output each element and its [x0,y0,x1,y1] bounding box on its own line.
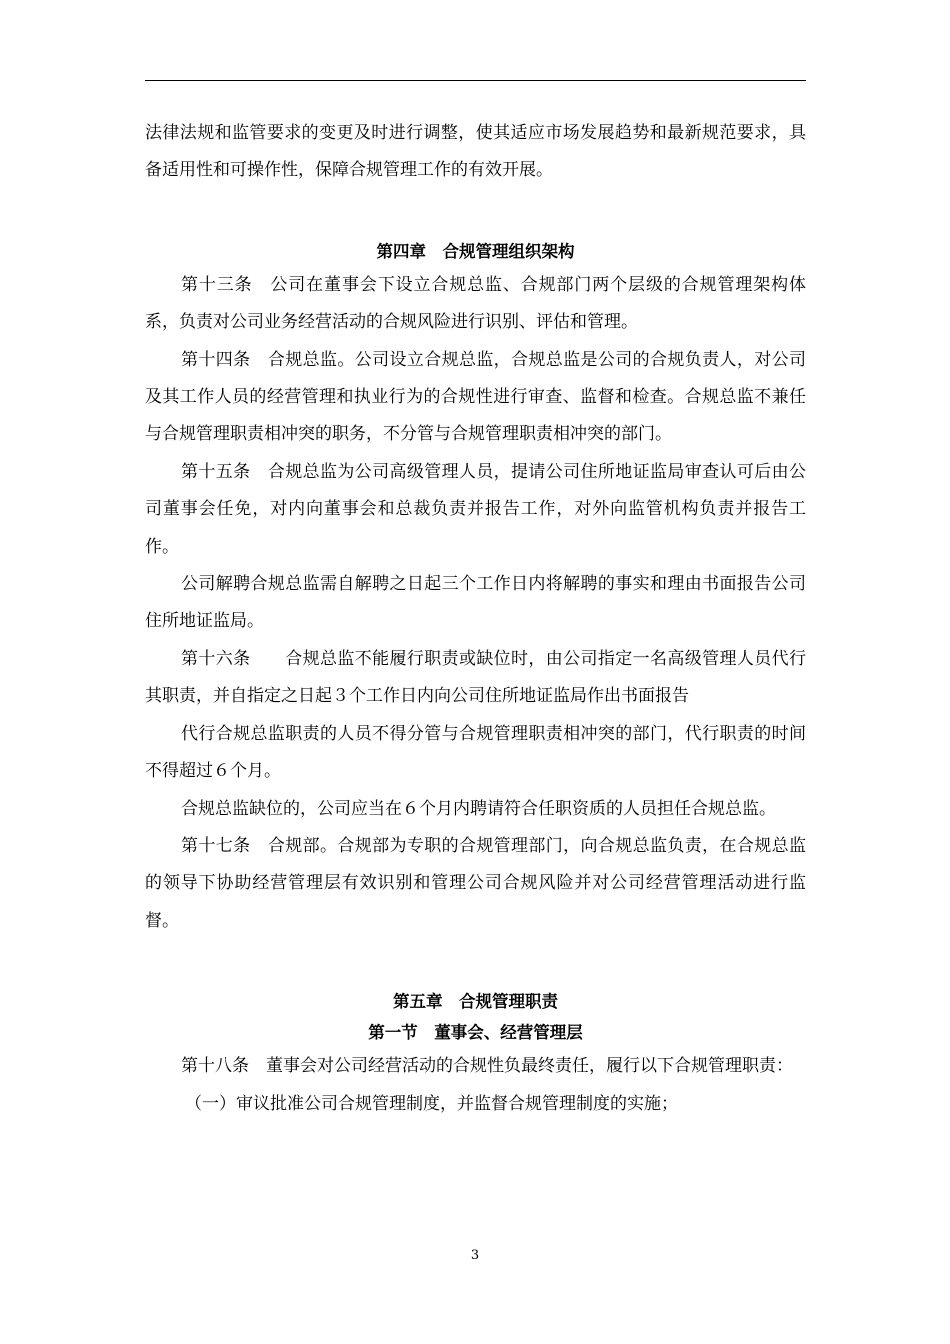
article-16: 第十六条 合规总监不能履行职责或缺位时，由公司指定一名高级管理人员代行其职责，并自指定之日起３个工作日内向公司住所地证监局作出书面报告 [145,648,806,707]
article-14: 第十四条 合规总监。公司设立合规总监，合规总监是公司的合规负责人，对公司及其工作人员的经营管理和执业行为的合规性进行审查、监督和检查。合规总监不兼任与合规管理职责相冲突的职务，不分管与合规管理职责相冲突的部门。 [145,349,806,445]
list-item: （一）审议批准公司合规管理制度，并监督合规管理制度的实施； [185,1093,678,1114]
article-17: 第十七条 合规部。合规部为专职的合规管理部门，向合规总监负责，在合规总监的领导下协助经营管理层有效识别和管理公司合规风险并对公司经营管理活动进行监督。 [145,835,806,931]
page-number: 3 [470,1248,480,1263]
article-15: 第十五条 合规总监为公司高级管理人员，提请公司住所地证监局审查认可后由公司董事会任免，对内向董事会和总裁负责并报告工作，对外向监管机构负责并报告工作。 [145,461,806,557]
article-16-vacancy: 合规总监缺位的，公司应当在６个月内聘请符合任职资质的人员担任合规总监。 [181,798,776,819]
paragraph-continued: 法律法规和监管要求的变更及时进行调整，使其适应市场发展趋势和最新规范要求，具备适用性和可操作性，保障合规管理工作的有效开展。 [145,123,806,181]
article-13: 第十三条 公司在董事会下设立合规总监、合规部门两个层级的合规管理架构体系，负责对公司业务经营活动的合规风险进行识别、评估和管理。 [145,274,806,333]
header-rule [145,80,806,81]
article-16-acting: 代行合规总监职责的人员不得分管与合规管理职责相冲突的部门，代行职责的时间不得超过６个月。 [145,723,806,782]
page-body [145,115,806,1123]
article-18: 第十八条 董事会对公司经营活动的合规性负最终责任，履行以下合规管理职责： [181,1056,793,1077]
section-1-title: 第一节 董事会、经营管理层 [368,1023,583,1043]
chapter-4-title: 第四章 合规管理组织架构 [376,241,575,261]
chapter-5-title: 第五章 合规管理职责 [393,992,558,1012]
article-15-dismissal: 公司解聘合规总监需自解聘之日起三个工作日内将解聘的事实和理由书面报告公司住所地证监局。 [145,574,806,632]
